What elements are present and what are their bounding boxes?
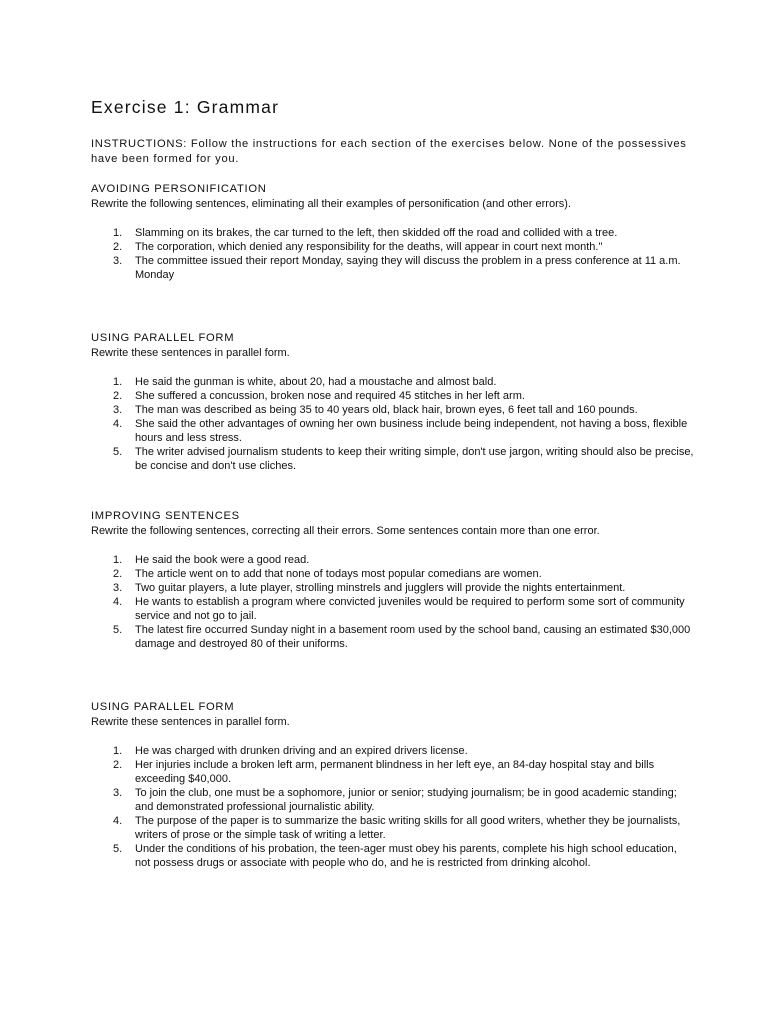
item-number: 5. xyxy=(113,446,123,458)
item-text: Slamming on its brakes, the car turned to the left, then skidded off the road and collided with a tree. xyxy=(135,227,618,239)
item-text: The corporation, which denied any responsibility for the deaths, will appear in court next month." xyxy=(135,241,603,253)
item-number: 3. xyxy=(113,582,123,594)
item-text: The article went on to add that none of todays most popular comedians are women. xyxy=(135,568,542,580)
item-number: 1. xyxy=(113,554,123,566)
item-text: To join the club, one must be a sophomore, junior or senior; studying journalism; be in good academic standing; and demonstrated professional journalistic ability. xyxy=(135,787,677,813)
item-number: 2. xyxy=(113,390,123,402)
section-instruction: Rewrite these sentences in parallel form. xyxy=(91,346,290,359)
item-text: He said the gunman is white, about 20, had a moustache and almost bald. xyxy=(135,376,497,388)
section-instruction: Rewrite the following sentences, correcting all their errors. Some sentences contain more than one error. xyxy=(91,524,600,537)
exercise-item xyxy=(91,375,695,389)
exercise-item xyxy=(91,786,695,814)
exercise-item xyxy=(91,758,695,786)
item-number: 3. xyxy=(113,255,123,267)
exercise-item xyxy=(91,567,695,581)
item-number: 4. xyxy=(113,815,123,827)
exercise-item xyxy=(91,417,695,445)
section-instruction: Rewrite these sentences in parallel form. xyxy=(91,715,290,728)
exercise-list xyxy=(91,226,691,282)
item-text: Under the conditions of his probation, the teen-ager must obey his parents, complete his high school education, not possess drugs or associate with people who do, and he is restricted from drinking alcohol. xyxy=(135,843,677,869)
item-number: 1. xyxy=(113,745,123,757)
section-parallel-form-2 xyxy=(91,700,691,870)
exercise-item xyxy=(91,226,695,240)
item-text: He was charged with drunken driving and an expired drivers license. xyxy=(135,745,468,757)
item-text: Her injuries include a broken left arm, permanent blindness in her left eye, an 84-day hospital stay and bills exceeding $40,000. xyxy=(135,759,655,785)
item-number: 3. xyxy=(113,404,123,416)
section-heading: IMPROVING SENTENCES xyxy=(91,510,240,522)
item-number: 1. xyxy=(113,376,123,388)
item-number: 2. xyxy=(113,241,123,253)
item-text: He said the book were a good read. xyxy=(135,554,310,566)
section-heading: AVOIDING PERSONIFICATION xyxy=(91,183,267,195)
exercise-item xyxy=(91,814,695,842)
exercise-item xyxy=(91,595,695,623)
instructions-text: INSTRUCTIONS: Follow the instructions for each section of the exercises below. None of the possessives have been formed for you. xyxy=(91,138,687,165)
page-title: Exercise 1: Grammar xyxy=(91,97,280,117)
item-number: 5. xyxy=(113,624,123,636)
item-number: 2. xyxy=(113,759,123,771)
item-number: 1. xyxy=(113,227,123,239)
item-text: She suffered a concussion, broken nose and required 45 stitches in her left arm. xyxy=(135,390,525,402)
exercise-item xyxy=(91,254,695,282)
item-number: 4. xyxy=(113,418,123,430)
exercise-item xyxy=(91,553,695,567)
exercise-item xyxy=(91,389,695,403)
exercise-list xyxy=(91,553,691,651)
item-number: 2. xyxy=(113,568,123,580)
item-text: Two guitar players, a lute player, strolling minstrels and jugglers will provide the nights entertainment. xyxy=(135,582,626,594)
exercise-item xyxy=(91,842,695,870)
item-number: 5. xyxy=(113,843,123,855)
item-text: The man was described as being 35 to 40 years old, black hair, brown eyes, 6 feet tall and 160 pounds. xyxy=(135,404,638,416)
section-heading: USING PARALLEL FORM xyxy=(91,332,235,344)
item-text: She said the other advantages of owning her own business include being independent, not having a boss, flexible hours and less stress. xyxy=(135,418,688,444)
item-text: He wants to establish a program where convicted juveniles would be required to perform some sort of community service and not go to jail. xyxy=(135,596,685,622)
item-number: 3. xyxy=(113,787,123,799)
section-instruction: Rewrite the following sentences, eliminating all their examples of personification (and other errors). xyxy=(91,197,571,210)
exercise-list xyxy=(91,744,691,870)
item-text: The writer advised journalism students to keep their writing simple, don't use jargon, writing should also be precise, be concise and don't use cliches. xyxy=(135,446,694,472)
exercise-item xyxy=(91,581,695,595)
section-parallel-form-1 xyxy=(91,331,694,473)
section-improving-sentences xyxy=(91,509,691,651)
item-text: The latest fire occurred Sunday night in a basement room used by the school band, causing an estimated $30,000 damage and destroyed 80 of their uniforms. xyxy=(135,624,691,650)
item-number: 4. xyxy=(113,596,123,608)
exercise-item xyxy=(91,744,695,758)
item-text: The committee issued their report Monday, saying they will discuss the problem in a press conference at 11 a.m. Monday xyxy=(135,255,681,281)
exercise-item xyxy=(91,623,695,651)
exercise-item xyxy=(91,240,695,254)
exercise-list xyxy=(91,375,694,473)
exercise-item xyxy=(91,445,695,473)
section-avoiding-personification xyxy=(91,182,691,282)
section-heading: USING PARALLEL FORM xyxy=(91,701,235,713)
exercise-item xyxy=(91,403,695,417)
item-text: The purpose of the paper is to summarize the basic writing skills for all good writers, whether they be journalists, writers of prose or the simple task of writing a letter. xyxy=(135,815,681,841)
